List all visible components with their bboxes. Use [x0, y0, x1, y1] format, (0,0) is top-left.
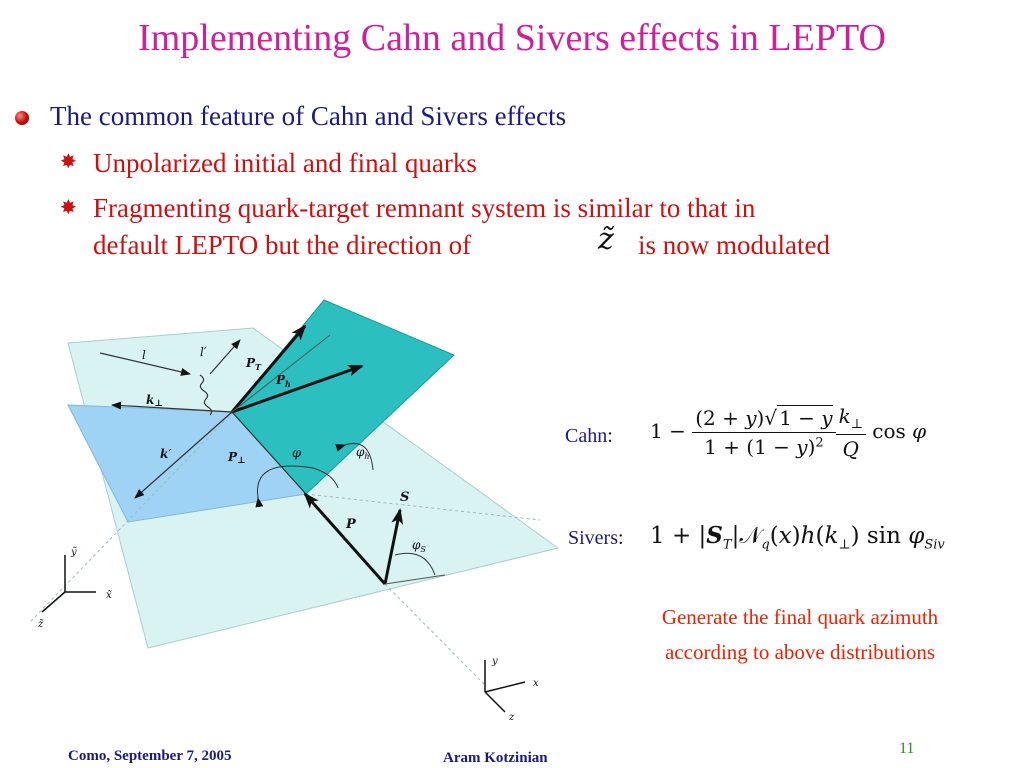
bullet-sub-1: Unpolarized initial and final quarks [93, 148, 477, 178]
label-phi-s: $\varphi_S$ [412, 538, 426, 554]
label-axis-x-left: x̃ [106, 590, 112, 601]
sivers-formula: $1 + |S_T|𝒩_q(x)h(k_\perp)$ $\sin \varphi_{Siv}$ [650, 522, 945, 553]
bullet-ball-icon [15, 111, 29, 125]
footer-author: Aram Kotzinian [443, 750, 548, 766]
axis-x-right [485, 682, 525, 692]
z-tilde-symbol: z̃ [598, 222, 614, 257]
label-p-t: $P_T$ [246, 356, 261, 372]
label-axis-z-right: z [509, 712, 515, 723]
label-l-prime: l′ [200, 345, 207, 359]
cahn-formula: 1 − $\frac{(2 + y)√ 1 - y}{1 + (1 - y)^2}$ $\frac{k_\perp}{Q}$ cos φ [650, 404, 927, 461]
page-number: 11 [899, 740, 915, 757]
bullet-star-icon: ✸ [60, 197, 77, 219]
label-l: l [142, 348, 146, 362]
bullet-star-icon: ✸ [60, 151, 77, 173]
label-axis-y-right: y [492, 656, 498, 667]
label-k-prime: k′ [160, 447, 172, 461]
label-axis-z-left: z̃ [38, 619, 44, 630]
cahn-label: Cahn: [565, 425, 613, 447]
note-line-2: according to above distributions [664, 640, 936, 664]
slide-title: Implementing Cahn and Sivers effects in LEPTO [138, 17, 886, 59]
label-p-perp: P⊥ [228, 450, 246, 466]
axis-z-left [42, 592, 65, 612]
label-phi-h: $\varphi_h$ [356, 445, 370, 461]
label-axis-x-right: x [533, 678, 539, 689]
label-p: P [346, 517, 356, 532]
axis-z-right [485, 692, 505, 712]
note-line-1: Generate the final quark azimuth [661, 605, 939, 629]
kinematics-diagram [0, 290, 570, 730]
bullet-sub-2-line-1: Fragmenting quark-target remnant system is similar to that in [93, 193, 756, 223]
label-p-h: $P_h$ [276, 373, 291, 389]
footer-date: Como, September 7, 2005 [68, 748, 232, 764]
label-k-perp: k⊥ [146, 393, 163, 409]
label-s: S [400, 490, 410, 505]
bullet-sub-2-line-2a: default LEPTO but the direction of [93, 230, 472, 260]
label-varphi: φ [292, 446, 302, 461]
bullet-sub-2-line-2b: is now modulated [638, 230, 830, 260]
bullet-main: The common feature of Cahn and Sivers effects [50, 101, 567, 131]
label-axis-y-left: ỹ [71, 547, 77, 558]
sivers-label: Sivers: [568, 527, 624, 549]
